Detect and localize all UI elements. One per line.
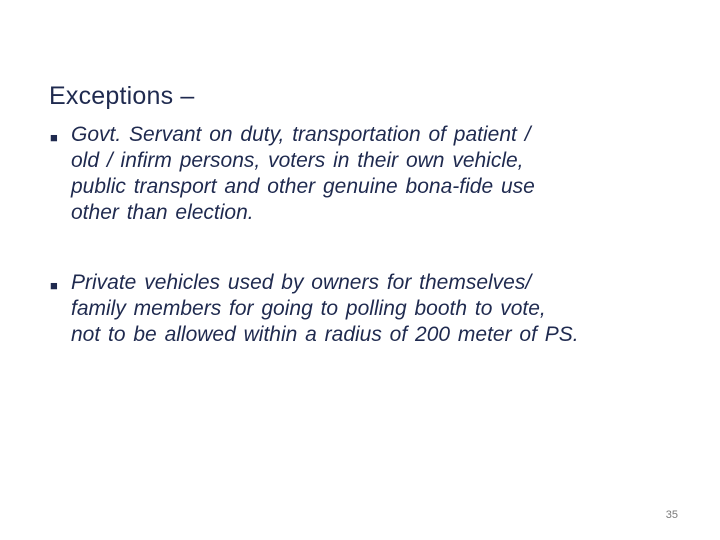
bullet-line: Govt. Servant on duty, transportation of patient / <box>71 123 531 146</box>
bullet-line: Private vehicles used by owners for themselves/ <box>71 271 532 294</box>
square-bullet-icon: ■ <box>50 130 58 145</box>
bullet-line: public transport and other genuine bona-fide use <box>71 175 535 198</box>
bullet-list <box>50 122 680 392</box>
bullet-item-private-vehicles <box>50 270 680 348</box>
bullet-line: not to be allowed within a radius of 200 meter of PS. <box>71 323 579 346</box>
bullet-item-exemptions <box>50 122 680 226</box>
bullet-line: family members for going to polling booth to vote, <box>71 297 546 320</box>
page-number: 35 <box>665 509 678 521</box>
square-bullet-icon: ■ <box>50 278 58 293</box>
bullet-line: old / infirm persons, voters in their own vehicle, <box>71 149 524 172</box>
slide-title: Exceptions – <box>49 82 195 110</box>
bullet-line: other than election. <box>71 201 254 224</box>
